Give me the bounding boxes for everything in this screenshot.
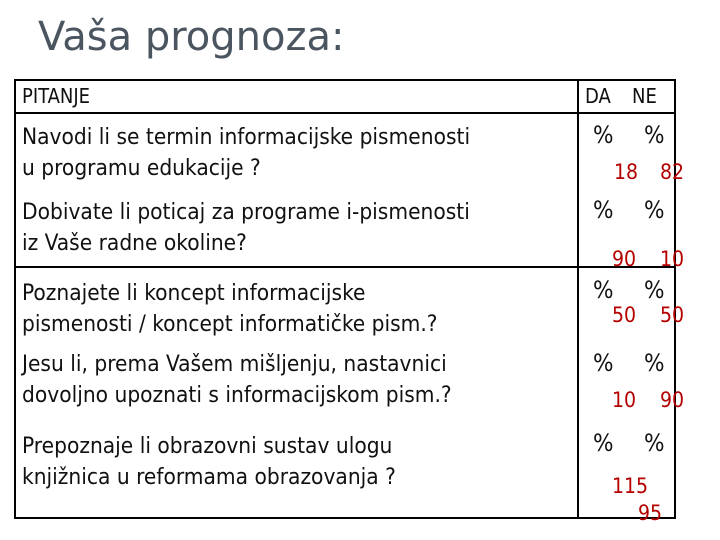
question-2: Dobivate li poticaj za programe i-pismenosti iz Vaše radne okoline?	[22, 199, 470, 256]
question-3: Poznajete li koncept informacijske pismenosti / koncept informatičke pism.?	[22, 280, 438, 337]
yes-percent-sign-1: %	[593, 121, 614, 149]
yes-value-2: 90	[612, 247, 637, 271]
column-divider	[577, 81, 579, 517]
no-value-5: 95	[638, 501, 663, 525]
page-title: Vaša prognoza:	[38, 14, 345, 60]
yes-value-4: 10	[612, 388, 637, 412]
no-percent-sign-1: %	[644, 121, 665, 149]
yes-percent-sign-5: %	[593, 429, 614, 457]
yes-percent-sign-4: %	[593, 349, 614, 377]
no-value-4: 90	[660, 388, 685, 412]
yes-percent-sign-3: %	[593, 276, 614, 304]
yes-value-1: 18	[614, 160, 639, 184]
header-question: PITANJE	[22, 84, 91, 108]
survey-table	[14, 79, 685, 525]
header-no: NE	[632, 84, 657, 108]
row-divider	[16, 266, 674, 268]
no-value-2: 10	[660, 247, 685, 271]
yes-percent-sign-2: %	[593, 196, 614, 224]
no-percent-sign-2: %	[644, 196, 665, 224]
yes-value-5: 115	[612, 474, 649, 498]
yes-value-3: 50	[612, 303, 637, 327]
no-value-3: 50	[660, 303, 685, 327]
no-value-1: 82	[660, 160, 685, 184]
no-percent-sign-5: %	[644, 429, 665, 457]
no-percent-sign-3: %	[644, 276, 665, 304]
question-5: Prepoznaje li obrazovni sustav ulogu knjižnica u reformama obrazovanja ?	[22, 433, 396, 490]
header-divider	[16, 112, 674, 114]
header-yes: DA	[585, 84, 611, 108]
question-4: Jesu li, prema Vašem mišljenju, nastavnici dovoljno upoznati s informacijskom pism.?	[22, 351, 452, 408]
no-percent-sign-4: %	[644, 349, 665, 377]
question-1: Navodi li se termin informacijske pismenosti u programu edukacije ?	[22, 124, 471, 181]
